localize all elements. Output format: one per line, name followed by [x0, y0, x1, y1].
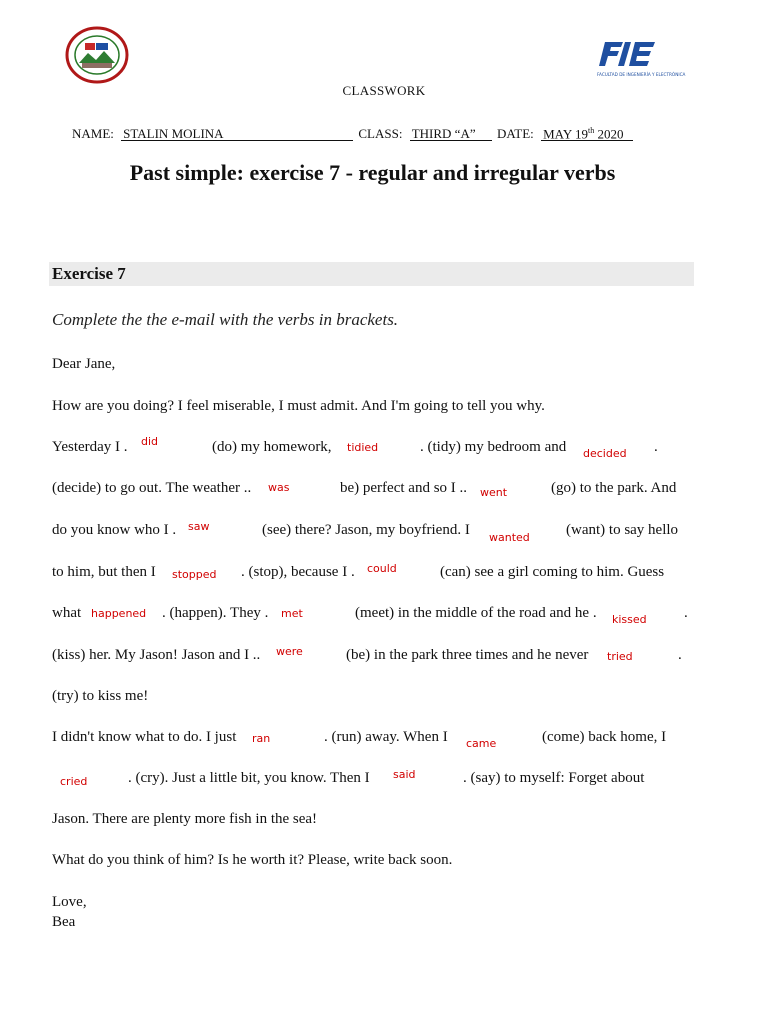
classwork-label: CLASSWORK [342, 83, 426, 98]
letter-line-3c: (go) to the park. And [551, 480, 677, 496]
answer-met: met [281, 607, 303, 620]
letter-line-3b: be) perfect and so I .. [340, 480, 468, 496]
letter-line-2b: (do) my homework, [212, 439, 332, 455]
exercise-heading-bar [49, 262, 694, 286]
answer-wanted: wanted [489, 531, 530, 544]
letter-line-2c: . (tidy) my bedroom and [420, 439, 567, 455]
letter-line-9b: . (run) away. When I [324, 729, 448, 745]
answer-decided: decided [583, 447, 627, 460]
answer-kissed: kissed [612, 613, 647, 626]
letter-line-5a: to him, but then I [52, 564, 156, 580]
answer-cried: cried [60, 775, 88, 788]
answer-ran: ran [252, 732, 271, 745]
answer-tried: tried [607, 650, 633, 663]
class-value: THIRD “A” [410, 127, 492, 141]
letter-line-10b: . (say) to myself: Forget about [463, 770, 645, 786]
university-seal-logo [66, 27, 128, 83]
closing: Love, [52, 894, 87, 910]
answer-came: came [466, 737, 497, 750]
answer-went: went [480, 486, 508, 499]
letter-line-6d: . [684, 605, 688, 621]
letter-line-9c: (come) back home, I [542, 729, 667, 745]
fie-logo [595, 38, 686, 82]
letter-line-5c: (can) see a girl coming to him. Guess [440, 564, 665, 580]
letter-line-7b: (be) in the park three times and he never [346, 647, 589, 663]
signature: Bea [52, 914, 76, 930]
class-label: CLASS: [358, 126, 403, 142]
letter-line-11: Jason. There are plenty more fish in the sea! [52, 811, 318, 827]
letter-line-5b: . (stop), because I . [241, 564, 355, 580]
letter-line-3a: (decide) to go out. The weather .. [52, 480, 252, 496]
letter-line-8: (try) to kiss me! [52, 688, 149, 704]
date-value: MAY 19th 2020 [541, 124, 633, 141]
answer-happened: happened [91, 607, 147, 620]
greeting: Dear Jane, [52, 356, 116, 372]
answer-saw: saw [188, 520, 210, 533]
letter-line-9a: I didn't know what to do. I just [52, 729, 237, 745]
student-info-row [72, 124, 633, 142]
letter-line-4a: do you know who I . [52, 522, 177, 538]
name-value: STALIN MOLINA [121, 127, 353, 141]
answer-tidied: tidied [347, 441, 379, 454]
answer-stopped: stopped [172, 568, 217, 581]
answer-said: said [393, 768, 416, 781]
letter-line-7c: . [678, 647, 682, 663]
date-label: DATE: [496, 126, 534, 142]
letter-line-4c: (want) to say hello [566, 522, 679, 538]
answer-were: were [276, 645, 303, 658]
exercise-heading: Exercise 7 [52, 264, 126, 283]
letter-line-7a: (kiss) her. My Jason! Jason and I .. [52, 647, 261, 663]
letter-line-12: What do you think of him? Is he worth it? Please, write back soon. [52, 852, 453, 868]
letter-line-2d: . [654, 439, 658, 455]
answer-did: did [141, 435, 159, 448]
letter-line-10a: . (cry). Just a little bit, you know. Then I [128, 770, 370, 786]
letter-line-2a: Yesterday I . [52, 439, 128, 455]
letter-line-1: How are you doing? I feel miserable, I must admit. And I'm going to tell you why. [52, 398, 545, 414]
page-title: Past simple: exercise 7 - regular and irregular verbs [129, 160, 616, 185]
name-label: NAME: [72, 126, 114, 142]
letter-line-6a: what [52, 605, 82, 621]
letter-line-4b: (see) there? Jason, my boyfriend. I [262, 522, 470, 538]
letter-line-6c: (meet) in the middle of the road and he . [355, 605, 597, 621]
letter-line-6b: . (happen). They . [162, 605, 269, 621]
answer-was: was [268, 481, 290, 494]
answer-could: could [367, 562, 397, 575]
instruction-text: Complete the the e-mail with the verbs in brackets. [52, 310, 399, 329]
svg-text:FACULTAD DE INGENIERÍA Y ELECT: FACULTAD DE INGENIERÍA Y ELECTRÓNICA [597, 72, 686, 77]
